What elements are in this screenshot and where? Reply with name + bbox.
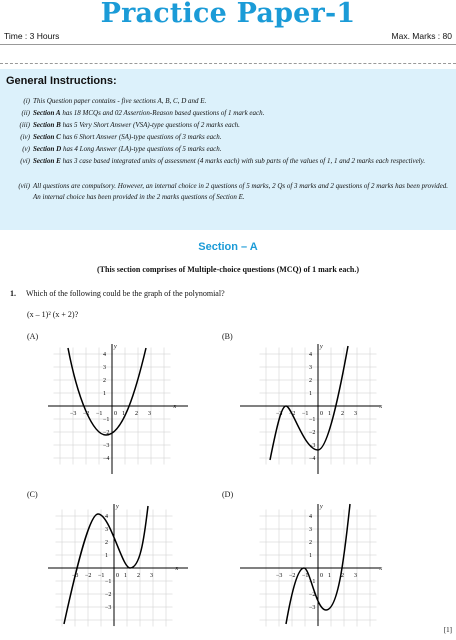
y-tick-label: 4	[309, 352, 312, 358]
instruction-item: (vii) All questions are compulsory. However, an internal choice in 2 questions of 5 marks, 2 Qs of 3 marks and 2 questions of 2 marks has been provided. An internal choice has been provided in the 2 marks questions of Section E.	[18, 182, 448, 201]
x-tick-label: 3	[148, 411, 151, 417]
option-c-label: (C)	[27, 490, 38, 499]
option-b-label: (B)	[222, 332, 233, 341]
y-tick-label: 4	[103, 352, 106, 358]
x-tick-label: 3	[150, 573, 153, 579]
y-tick-label: 2	[309, 378, 312, 384]
x-tick-label: 2	[135, 411, 138, 417]
y-tick-label: −2	[309, 592, 316, 598]
y-tick-label: 1	[105, 553, 108, 559]
graph-option-b	[230, 340, 390, 480]
x-tick-label: 3	[354, 573, 357, 579]
section-a-subtitle: (This section comprises of Multiple-choice questions (MCQ) of 1 mark each.)	[97, 265, 359, 274]
x-tick-label: 1	[328, 411, 331, 417]
x-tick-label: −1	[302, 411, 309, 417]
instruction-item: (iii) Section B has 5 Very Short Answer (VSA)-type questions of 2 marks each.	[19, 121, 240, 129]
x-tick-label: −3	[70, 411, 77, 417]
y-tick-label: 3	[309, 527, 312, 533]
y-tick-label: −1	[309, 579, 316, 585]
y-tick-label: −3	[105, 605, 112, 611]
instruction-item: (i) This Question paper contains - five sections A, B, C, D and E.	[23, 97, 207, 105]
y-tick-label: −2	[309, 430, 316, 436]
y-tick-label: 1	[103, 391, 106, 397]
y-tick-label: 4	[309, 514, 312, 520]
x-tick-label: 2	[341, 573, 344, 579]
y-tick-label: 2	[103, 378, 106, 384]
y-axis-label: y	[114, 344, 117, 350]
graph-option-a	[38, 340, 198, 480]
option-a-label: (A)	[27, 332, 39, 341]
x-tick-label: −3	[276, 411, 283, 417]
x-tick-label: 1	[122, 411, 125, 417]
x-tick-label: −2	[83, 411, 90, 417]
y-axis-label: y	[116, 504, 119, 510]
y-tick-label: 1	[309, 391, 312, 397]
y-tick-label: −4	[103, 456, 110, 462]
x-tick-label: 1	[124, 573, 127, 579]
y-tick-label: −1	[309, 417, 316, 423]
graph-option-c	[38, 500, 198, 630]
y-tick-label: 3	[103, 365, 106, 371]
x-axis-label: x	[379, 404, 383, 410]
x-tick-label: −2	[85, 573, 92, 579]
y-tick-label: −3	[309, 443, 316, 449]
dashed-rule	[0, 63, 456, 64]
y-tick-label: −3	[309, 605, 316, 611]
x-tick-label: −2	[289, 573, 296, 579]
time-label: Time : 3 Hours	[4, 31, 60, 41]
x-tick-label: 2	[341, 411, 344, 417]
x-tick-label: −3	[72, 573, 79, 579]
page-title: Practice Paper-1	[100, 0, 356, 29]
y-tick-label: −2	[105, 592, 112, 598]
instruction-item: (ii) Section A has 18 MCQs and 02 Assertion-Reason based questions of 1 mark each.	[21, 109, 265, 117]
origin-label: 0	[116, 573, 119, 579]
y-axis-label: y	[320, 504, 323, 510]
x-tick-label: 1	[328, 573, 331, 579]
instruction-item: (v) Section D has 4 Long Answer (LA)-type questions of 5 marks each.	[22, 145, 222, 153]
max-marks-label: Max. Marks : 80	[391, 31, 452, 41]
question-text: Which of the following could be the graph of the polynomial?	[26, 289, 225, 298]
y-tick-label: −1	[105, 579, 112, 585]
origin-label: 0	[320, 411, 323, 417]
instruction-item: (vi) Section E has 3 case based integrated units of assessment (4 marks each) with sub parts of the values of 1, 1 and 2 marks each respectively.	[20, 157, 426, 165]
instruction-item: (iv) Section C has 6 Short Answer (SA)-type questions of 3 marks each.	[20, 133, 222, 141]
header-rule	[0, 44, 456, 45]
y-tick-label: 2	[309, 540, 312, 546]
y-tick-label: 3	[309, 365, 312, 371]
question-expression: (x – 1)² (x + 2)?	[27, 310, 79, 319]
y-tick-label: 4	[105, 514, 108, 520]
page-number: [1]	[443, 626, 452, 634]
x-tick-label: 2	[137, 573, 140, 579]
x-tick-label: −1	[96, 411, 103, 417]
x-axis-label: x	[173, 404, 177, 410]
x-axis-label: x	[379, 566, 383, 572]
section-a-title: Section – A	[198, 241, 258, 253]
option-d-label: (D)	[222, 490, 234, 499]
x-axis-label: x	[175, 566, 179, 572]
y-tick-label: 1	[309, 553, 312, 559]
y-tick-label: −1	[103, 417, 110, 423]
origin-label: 0	[320, 573, 323, 579]
x-tick-label: −2	[289, 411, 296, 417]
x-tick-label: −1	[98, 573, 105, 579]
y-tick-label: −2	[103, 430, 110, 436]
y-tick-label: 2	[105, 540, 108, 546]
question-number: 1.	[10, 289, 16, 298]
y-tick-label: 3	[105, 527, 108, 533]
x-tick-label: 3	[354, 411, 357, 417]
x-tick-label: −1	[302, 573, 309, 579]
y-tick-label: −4	[309, 456, 316, 462]
instructions-heading: General Instructions:	[6, 75, 117, 87]
y-tick-label: −3	[103, 443, 110, 449]
general-instructions-box	[0, 69, 456, 230]
question-1	[10, 289, 225, 298]
y-axis-label: y	[320, 344, 323, 350]
origin-label: 0	[114, 411, 117, 417]
x-tick-label: −3	[276, 573, 283, 579]
graph-option-d	[230, 500, 390, 630]
